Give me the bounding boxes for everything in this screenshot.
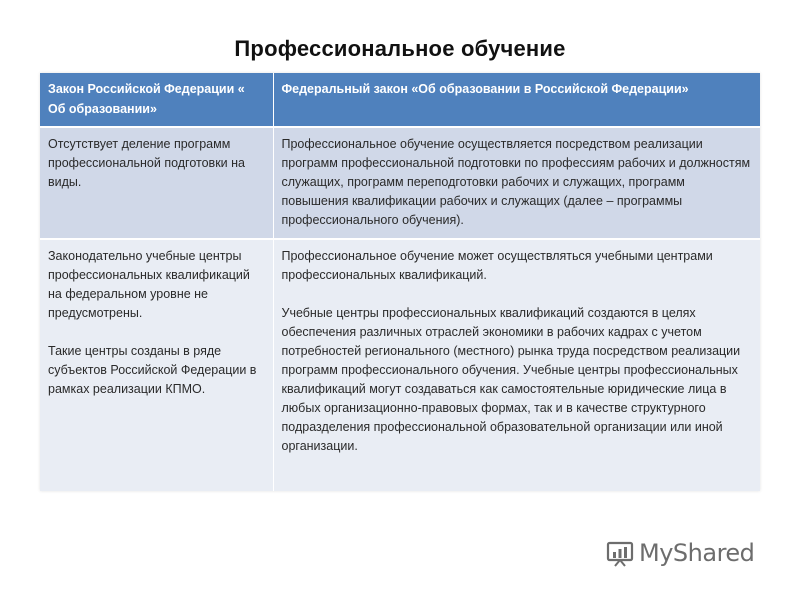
row2-new-law-cell [273, 239, 760, 491]
myshared-watermark [606, 538, 754, 568]
row2-right-para-2: Учебные центры профессиональных квалификаций создаются в целях обеспечения различных отраслей экономики в рабочих кадрах с учетом потребностей регионального (местного) рынка труда посредством реализации программ профессионального обучения. Учебные центры профессиональных квалификаций могут создаваться как самостоятельные юридические лица в любых организационно-правовых формах, так и в качестве структурного подразделения профессиональной образовательной организации или иной организации. [281, 306, 741, 453]
row1-old-law-cell [40, 127, 273, 239]
myshared-logo-icon [606, 539, 634, 567]
myshared-logo-text: MyShared [639, 539, 755, 567]
table-header-row [40, 73, 760, 127]
table-row [40, 239, 760, 491]
row1-new-law-cell [273, 127, 760, 239]
row2-right-para-1: Профессиональное обучение может осуществляться учебными центрами профессиональных квалификаций. [281, 249, 713, 282]
table-row [40, 127, 760, 239]
row2-old-law-cell [40, 239, 273, 491]
header-old-law: Закон Российской Федерации « Об образовании» [40, 73, 273, 127]
header-new-law: Федеральный закон «Об образовании в Российской Федерации» [273, 73, 760, 127]
row2-left-para-2: Такие центры созданы в ряде субъектов Российской Федерации в рамках реализации КПМО. [48, 344, 257, 396]
slide-title: Профессиональное обучение [234, 36, 566, 61]
row1-left-text: Отсутствует деление программ профессиональной подготовки на виды. [48, 137, 245, 189]
comparison-table [40, 73, 760, 491]
row2-left-para-1: Законодательно учебные центры профессиональных квалификаций на федеральном уровне не предусмотрены. [48, 249, 250, 320]
row1-right-text: Профессиональное обучение осуществляется посредством реализации программ профессиональной подготовки по профессиям рабочих и должностям служащих, программ переподготовки рабочих и служащих, программ повышения квалификации рабочих и служащих (далее – программы профессионального обучения). [281, 137, 751, 227]
